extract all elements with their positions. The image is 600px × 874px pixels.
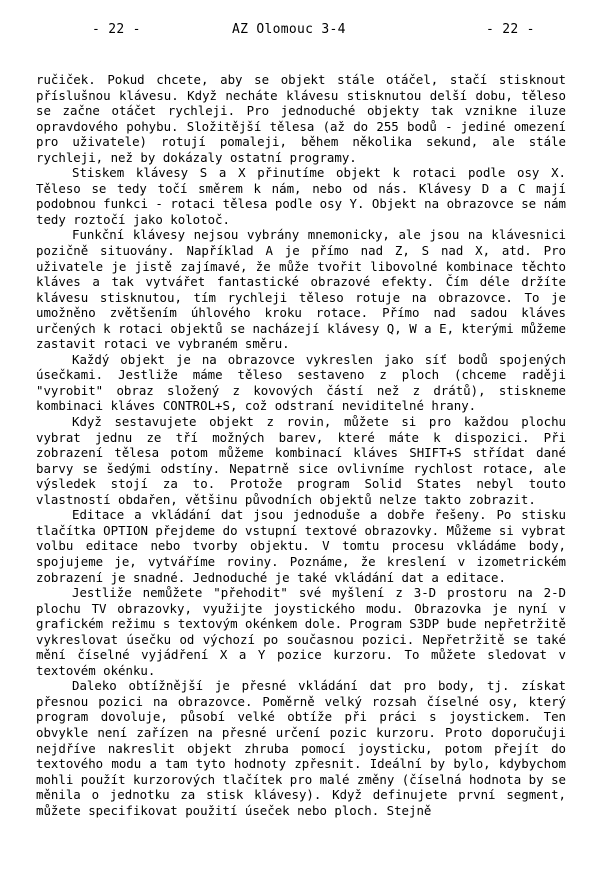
header-title: AZ Olomouc 3-4 — [232, 22, 346, 37]
paragraph-continuation: ručiček. Pokud chcete, aby se objekt stále otáčel, stačí stisknout příslušnou klávesu. Když necháte klávesu stisknutou delší dobu, těleso se začne otáčet rychleji. Pro jednoduché objekty tak vznikne iluze opravdového pohybu. Složitější tělesa (až do 255 bodů - jediné omezení pro uživatele) rotují pomaleji, během několika sekund, ale stále rychleji, než by dokázaly ostatní programy. — [36, 72, 566, 165]
paragraph-hidden-edges: Každý objekt je na obrazovce vykreslen jako síť bodů spojených úsečkami. Jestliže máme těleso sestaveno z ploch (chceme raději "vyrobit" obraz složený z kovových částí než z drátů), stiskneme kombinaci kláves CONTROL+S, což odstraní neviditelné hrany. — [36, 351, 566, 414]
paragraph-rotation-keys: Stiskem klávesy S a X přinutíme objekt k rotaci podle osy X. Těleso se tedy točí směrem k nám, nebo od nás. Klávesy D a C mají podobnou funkci - rotaci tělesa podle osy Y. Objekt na obrazovce se nám tedy roztočí jako kolotoč. — [36, 165, 566, 227]
paragraph-editing: Editace a vkládání dat jsou jednoduše a dobře řešeny. Po stisku tlačítka OPTION přejdeme do vstupní textové obrazovky. Můžeme si vybrat volbu editace nebo tvorby objektu. V tomtu procesu vkládáme body, spojujeme je, vytváříme roviny. Poznáme, že kreslení v izometrickém zobrazení je snadné. Jednoduché je také vkládání dat a editace. — [36, 507, 566, 585]
paragraph-function-keys: Funkční klávesy nejsou vybrány mnemonicky, ale jsou na klávesnici pozičně situovány. Například A je přímo nad Z, S nad X, atd. Pro uživatele je jistě zajímavé, že může tvořit libovolné kombinace těchto kláves a tak vytvářet fantastické obrazové efekty. Čím déle držíte klávesu stisknutou, tím rychleji těleso rotuje na obrazovce. To je umožněno zvětšením úhlového kroku rotace. Přímo nad sadou kláves určených k rotaci objektů se nacházejí klávesy Q, W a E, kterými můžeme zastavit rotaci ve vybraném směru. — [36, 227, 566, 352]
page-number-left: - 22 - — [92, 22, 141, 37]
paragraph-joystick-mode: Jestliže nemůžete "přehodit" své myšlení z 3-D prostoru na 2-D plochu TV obrazovky, využijte joystického modu. Obrazovka je nyní v grafickém režimu s textovým okénkem dole. Program S3DP bude nepřetržitě vykreslovat úsečku od výchozí po současnou pozici. Nepřetržitě se také mění číselné vyjádření X a Y pozice kurzoru. To můžete sledovat v textovém okénku. — [36, 585, 566, 678]
page-header — [0, 22, 600, 38]
page-number-right: - 22 - — [486, 22, 535, 37]
paragraph-colors: Když sestavujete objekt z rovin, můžete si pro každou plochu vybrat jednu ze tří možných barev, které máte k dispozici. Při zobrazení tělesa potom můžeme kombinací kláves SHIFT+S střídat dané barvy se šedými odstíny. Nepatrně sice ovlivníme rychlost rotace, ale výsledek stojí za to. Protože program Solid States nebyl touto vlastností obdařen, většinu původních objektů nelze takto zobrazit. — [36, 414, 566, 507]
body-text — [36, 72, 566, 818]
paragraph-precise-input: Daleko obtížnější je přesné vkládání dat pro body, tj. získat přesnou pozici na obrazovce. Poměrně velký rozsah číselné osy, který program dovoluje, působí velké obtíže při práci s joystickem. Ten obvykle není zařízen na přesné určení pozic kurzoru. Proto doporučuji nejdříve nakreslit objekt zhruba pomocí joysticku, potom přejít do textového modu a tam tyto hodnoty zpřesnit. Ideální by bylo, kdybychom mohli použít kurzorových tlačítek pro malé změny (číselná hodnota by se měnila o jednotku za stisk klávesy). Když definujete první segment, můžete specifikovat použití úseček nebo ploch. Stejně — [36, 678, 566, 818]
